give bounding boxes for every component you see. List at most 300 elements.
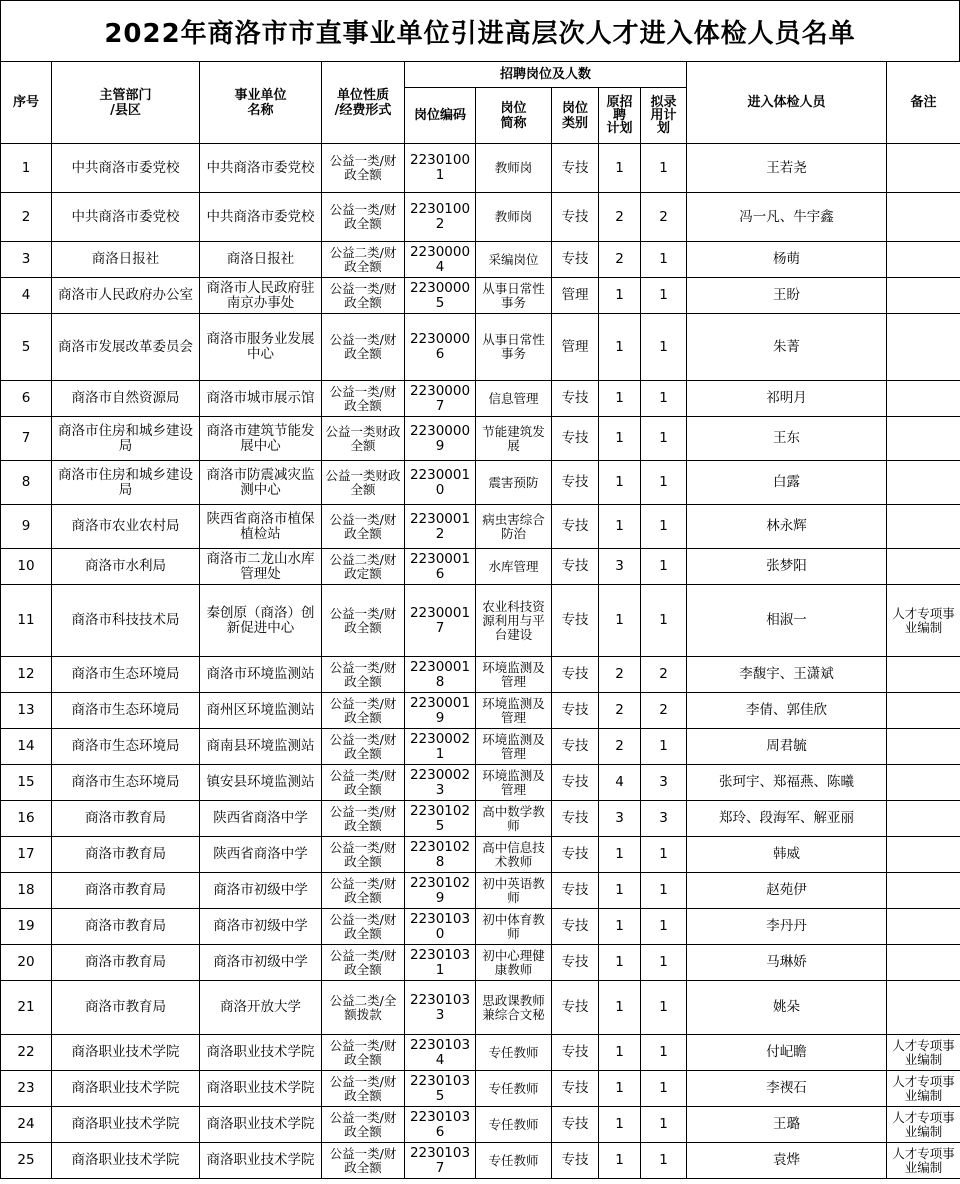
cell-persons: 姚朵 <box>687 981 887 1035</box>
cell-position: 环境监测及管理 <box>476 729 552 765</box>
cell-plan: 1 <box>641 1107 687 1143</box>
cell-code: 22300018 <box>405 657 476 693</box>
cell-note <box>887 381 960 417</box>
cell-plan: 1 <box>641 729 687 765</box>
header-unit: 事业单位 名称 <box>200 62 322 144</box>
cell-code: 22300021 <box>405 729 476 765</box>
cell-nature: 公益一类/财政全额 <box>322 193 405 242</box>
cell-nature: 公益一类/财政全额 <box>322 314 405 381</box>
cell-unit: 商洛市环境监测站 <box>200 657 322 693</box>
cell-plan: 1 <box>641 278 687 314</box>
cell-unit: 商洛职业技术学院 <box>200 1071 322 1107</box>
cell-pos-type: 专技 <box>552 801 599 837</box>
cell-seq: 4 <box>1 278 52 314</box>
cell-nature: 公益二类/财政定额 <box>322 549 405 585</box>
cell-dept: 商洛市科技技术局 <box>52 585 200 657</box>
cell-nature: 公益一类/财政全额 <box>322 144 405 193</box>
cell-note <box>887 837 960 873</box>
cell-position: 从事日常性事务 <box>476 314 552 381</box>
cell-orig-plan: 1 <box>599 505 641 549</box>
cell-pos-type: 专技 <box>552 193 599 242</box>
cell-persons: 林永辉 <box>687 505 887 549</box>
cell-orig-plan: 1 <box>599 381 641 417</box>
cell-dept: 商洛市人民政府办公室 <box>52 278 200 314</box>
cell-dept: 商洛市生态环境局 <box>52 693 200 729</box>
cell-plan: 1 <box>641 242 687 278</box>
cell-seq: 23 <box>1 1071 52 1107</box>
table-row <box>1 837 960 873</box>
cell-seq: 19 <box>1 909 52 945</box>
cell-nature: 公益一类/财政全额 <box>322 1143 405 1179</box>
cell-plan: 1 <box>641 417 687 461</box>
table-row <box>1 1035 960 1071</box>
cell-note <box>887 461 960 505</box>
cell-dept: 商洛职业技术学院 <box>52 1107 200 1143</box>
cell-unit: 陕西省商洛中学 <box>200 837 322 873</box>
cell-seq: 8 <box>1 461 52 505</box>
cell-position: 信息管理 <box>476 381 552 417</box>
cell-note <box>887 314 960 381</box>
cell-persons: 郑玲、段海军、解亚丽 <box>687 801 887 837</box>
cell-plan: 1 <box>641 981 687 1035</box>
cell-plan: 2 <box>641 193 687 242</box>
cell-dept: 商洛市教育局 <box>52 945 200 981</box>
cell-orig-plan: 1 <box>599 1035 641 1071</box>
cell-position: 环境监测及管理 <box>476 657 552 693</box>
header-plan: 拟录 用计 划 <box>641 88 687 144</box>
cell-seq: 15 <box>1 765 52 801</box>
table-row <box>1 873 960 909</box>
cell-seq: 16 <box>1 801 52 837</box>
cell-pos-type: 专技 <box>552 981 599 1035</box>
cell-persons: 王东 <box>687 417 887 461</box>
cell-dept: 商洛市农业农村局 <box>52 505 200 549</box>
cell-nature: 公益一类/财政全额 <box>322 381 405 417</box>
table-row <box>1 693 960 729</box>
cell-code: 22300004 <box>405 242 476 278</box>
cell-persons: 朱菁 <box>687 314 887 381</box>
cell-code: 22300016 <box>405 549 476 585</box>
cell-plan: 1 <box>641 945 687 981</box>
cell-seq: 21 <box>1 981 52 1035</box>
cell-orig-plan: 1 <box>599 144 641 193</box>
cell-persons: 王璐 <box>687 1107 887 1143</box>
cell-nature: 公益一类/财政全额 <box>322 801 405 837</box>
cell-seq: 24 <box>1 1107 52 1143</box>
table-row <box>1 278 960 314</box>
cell-nature: 公益一类/财政全额 <box>322 585 405 657</box>
header-row-1 <box>1 62 960 88</box>
cell-orig-plan: 4 <box>599 765 641 801</box>
cell-plan: 1 <box>641 873 687 909</box>
cell-persons: 李禊石 <box>687 1071 887 1107</box>
cell-pos-type: 专技 <box>552 729 599 765</box>
cell-position: 高中数学教师 <box>476 801 552 837</box>
cell-orig-plan: 3 <box>599 801 641 837</box>
cell-persons: 周君毓 <box>687 729 887 765</box>
table-row <box>1 549 960 585</box>
table-row <box>1 144 960 193</box>
cell-position: 思政课教师兼综合文秘 <box>476 981 552 1035</box>
table-row <box>1 1107 960 1143</box>
cell-position: 专任教师 <box>476 1071 552 1107</box>
table-body <box>1 144 960 1179</box>
cell-seq: 1 <box>1 144 52 193</box>
header-seq: 序号 <box>1 62 52 144</box>
cell-note <box>887 417 960 461</box>
cell-unit: 镇安县环境监测站 <box>200 765 322 801</box>
cell-persons: 杨萌 <box>687 242 887 278</box>
cell-note <box>887 505 960 549</box>
cell-dept: 中共商洛市委党校 <box>52 193 200 242</box>
cell-plan: 1 <box>641 549 687 585</box>
cell-orig-plan: 1 <box>599 1071 641 1107</box>
table-row <box>1 765 960 801</box>
cell-orig-plan: 1 <box>599 1143 641 1179</box>
table-row <box>1 417 960 461</box>
cell-plan: 1 <box>641 1035 687 1071</box>
cell-pos-type: 专技 <box>552 549 599 585</box>
cell-nature: 公益一类/财政全额 <box>322 945 405 981</box>
cell-position: 初中英语教师 <box>476 873 552 909</box>
cell-note <box>887 981 960 1035</box>
cell-pos-type: 专技 <box>552 1071 599 1107</box>
table-row <box>1 945 960 981</box>
cell-note <box>887 278 960 314</box>
cell-dept: 商洛市教育局 <box>52 873 200 909</box>
cell-code: 22301030 <box>405 909 476 945</box>
cell-orig-plan: 2 <box>599 693 641 729</box>
cell-dept: 商洛职业技术学院 <box>52 1143 200 1179</box>
cell-unit: 商洛市初级中学 <box>200 945 322 981</box>
cell-code: 22300023 <box>405 765 476 801</box>
page-title: 2022年商洛市市直事业单位引进高层次人才进入体检人员名单 <box>0 0 960 62</box>
cell-orig-plan: 2 <box>599 657 641 693</box>
cell-persons: 王盼 <box>687 278 887 314</box>
cell-position: 教师岗 <box>476 144 552 193</box>
cell-persons: 张梦阳 <box>687 549 887 585</box>
header-nature: 单位性质 /经费形式 <box>322 62 405 144</box>
cell-pos-type: 专技 <box>552 873 599 909</box>
cell-seq: 12 <box>1 657 52 693</box>
cell-plan: 1 <box>641 461 687 505</box>
header-pos-type: 岗位 类别 <box>552 88 599 144</box>
cell-code: 22301033 <box>405 981 476 1035</box>
cell-position: 节能建筑发展 <box>476 417 552 461</box>
cell-pos-type: 专技 <box>552 909 599 945</box>
cell-pos-type: 专技 <box>552 945 599 981</box>
table-row <box>1 381 960 417</box>
cell-unit: 秦创原（商洛）创新促进中心 <box>200 585 322 657</box>
header-code: 岗位编码 <box>405 88 476 144</box>
cell-unit: 商洛市初级中学 <box>200 909 322 945</box>
cell-orig-plan: 1 <box>599 1107 641 1143</box>
cell-note <box>887 945 960 981</box>
cell-pos-type: 专技 <box>552 1143 599 1179</box>
cell-pos-type: 专技 <box>552 585 599 657</box>
cell-note <box>887 193 960 242</box>
cell-note: 人才专项事业编制 <box>887 1107 960 1143</box>
cell-nature: 公益一类/财政全额 <box>322 278 405 314</box>
table-row <box>1 242 960 278</box>
cell-orig-plan: 2 <box>599 729 641 765</box>
cell-code: 22301002 <box>405 193 476 242</box>
cell-unit: 商洛市建筑节能发展中心 <box>200 417 322 461</box>
cell-code: 22300005 <box>405 278 476 314</box>
cell-pos-type: 专技 <box>552 505 599 549</box>
cell-unit: 商洛市二龙山水库管理处 <box>200 549 322 585</box>
table-row <box>1 1143 960 1179</box>
cell-seq: 17 <box>1 837 52 873</box>
table-row <box>1 657 960 693</box>
cell-persons: 赵苑伊 <box>687 873 887 909</box>
cell-position: 教师岗 <box>476 193 552 242</box>
cell-dept: 商洛市住房和城乡建设局 <box>52 417 200 461</box>
cell-nature: 公益一类/财政全额 <box>322 765 405 801</box>
cell-seq: 5 <box>1 314 52 381</box>
cell-note: 人才专项事业编制 <box>887 585 960 657</box>
cell-plan: 1 <box>641 381 687 417</box>
cell-code: 22301034 <box>405 1035 476 1071</box>
cell-plan: 1 <box>641 505 687 549</box>
cell-pos-type: 专技 <box>552 461 599 505</box>
cell-dept: 中共商洛市委党校 <box>52 144 200 193</box>
cell-code: 22301036 <box>405 1107 476 1143</box>
cell-unit: 中共商洛市委党校 <box>200 144 322 193</box>
cell-dept: 商洛日报社 <box>52 242 200 278</box>
cell-orig-plan: 2 <box>599 193 641 242</box>
cell-note <box>887 729 960 765</box>
cell-pos-type: 专技 <box>552 837 599 873</box>
cell-persons: 李馥宇、王潇斌 <box>687 657 887 693</box>
cell-position: 采编岗位 <box>476 242 552 278</box>
cell-unit: 商南县环境监测站 <box>200 729 322 765</box>
header-orig: 原招 聘 计划 <box>599 88 641 144</box>
cell-orig-plan: 1 <box>599 461 641 505</box>
cell-pos-type: 专技 <box>552 1107 599 1143</box>
cell-seq: 13 <box>1 693 52 729</box>
cell-unit: 商洛市初级中学 <box>200 873 322 909</box>
cell-plan: 1 <box>641 1071 687 1107</box>
cell-nature: 公益一类/财政全额 <box>322 873 405 909</box>
cell-pos-type: 专技 <box>552 144 599 193</box>
header-pos-name: 岗位 简称 <box>476 88 552 144</box>
cell-dept: 商洛职业技术学院 <box>52 1071 200 1107</box>
cell-nature: 公益一类/财政全额 <box>322 909 405 945</box>
cell-pos-type: 专技 <box>552 381 599 417</box>
cell-seq: 10 <box>1 549 52 585</box>
cell-position: 环境监测及管理 <box>476 693 552 729</box>
cell-dept: 商洛市教育局 <box>52 909 200 945</box>
cell-unit: 商洛市人民政府驻南京办事处 <box>200 278 322 314</box>
cell-position: 农业科技资源利用与平台建设 <box>476 585 552 657</box>
cell-plan: 2 <box>641 693 687 729</box>
cell-unit: 商洛日报社 <box>200 242 322 278</box>
cell-position: 专任教师 <box>476 1107 552 1143</box>
cell-code: 22300019 <box>405 693 476 729</box>
cell-plan: 1 <box>641 144 687 193</box>
cell-orig-plan: 1 <box>599 278 641 314</box>
cell-seq: 25 <box>1 1143 52 1179</box>
cell-dept: 商洛市自然资源局 <box>52 381 200 417</box>
cell-nature: 公益一类/财政全额 <box>322 1035 405 1071</box>
cell-pos-type: 专技 <box>552 242 599 278</box>
cell-unit: 商洛职业技术学院 <box>200 1143 322 1179</box>
cell-code: 22301035 <box>405 1071 476 1107</box>
cell-pos-type: 专技 <box>552 765 599 801</box>
cell-orig-plan: 1 <box>599 314 641 381</box>
cell-plan: 1 <box>641 1143 687 1179</box>
table-row <box>1 981 960 1035</box>
table-row <box>1 909 960 945</box>
cell-code: 22301028 <box>405 837 476 873</box>
cell-persons: 祁明月 <box>687 381 887 417</box>
cell-plan: 2 <box>641 657 687 693</box>
cell-persons: 李丹丹 <box>687 909 887 945</box>
cell-unit: 商洛开放大学 <box>200 981 322 1035</box>
cell-plan: 1 <box>641 585 687 657</box>
cell-position: 高中信息技术教师 <box>476 837 552 873</box>
cell-unit: 中共商洛市委党校 <box>200 193 322 242</box>
cell-orig-plan: 1 <box>599 585 641 657</box>
cell-pos-type: 专技 <box>552 693 599 729</box>
cell-nature: 公益一类/财政全额 <box>322 837 405 873</box>
cell-plan: 3 <box>641 765 687 801</box>
table-row <box>1 801 960 837</box>
table-row <box>1 193 960 242</box>
cell-seq: 18 <box>1 873 52 909</box>
cell-orig-plan: 1 <box>599 417 641 461</box>
cell-note <box>887 549 960 585</box>
table-row <box>1 505 960 549</box>
cell-code: 22301037 <box>405 1143 476 1179</box>
cell-pos-type: 专技 <box>552 417 599 461</box>
cell-position: 从事日常性事务 <box>476 278 552 314</box>
cell-persons: 袁烨 <box>687 1143 887 1179</box>
cell-position: 专任教师 <box>476 1035 552 1071</box>
cell-position: 震害预防 <box>476 461 552 505</box>
cell-plan: 1 <box>641 314 687 381</box>
cell-position: 初中体育教师 <box>476 909 552 945</box>
cell-nature: 公益二类/财政全额 <box>322 242 405 278</box>
personnel-table <box>0 61 960 1179</box>
cell-note <box>887 144 960 193</box>
cell-persons: 马琳娇 <box>687 945 887 981</box>
cell-persons: 冯一凡、牛宇鑫 <box>687 193 887 242</box>
cell-note: 人才专项事业编制 <box>887 1143 960 1179</box>
cell-orig-plan: 1 <box>599 837 641 873</box>
cell-note <box>887 242 960 278</box>
cell-orig-plan: 1 <box>599 909 641 945</box>
cell-plan: 1 <box>641 837 687 873</box>
cell-seq: 20 <box>1 945 52 981</box>
cell-dept: 商洛市生态环境局 <box>52 729 200 765</box>
table-row <box>1 585 960 657</box>
cell-code: 22301031 <box>405 945 476 981</box>
cell-seq: 6 <box>1 381 52 417</box>
cell-pos-type: 专技 <box>552 657 599 693</box>
cell-nature: 公益一类/财政全额 <box>322 657 405 693</box>
cell-orig-plan: 2 <box>599 242 641 278</box>
cell-pos-type: 管理 <box>552 278 599 314</box>
cell-code: 22300012 <box>405 505 476 549</box>
cell-nature: 公益一类/财政全额 <box>322 1107 405 1143</box>
cell-orig-plan: 1 <box>599 981 641 1035</box>
cell-code: 22300017 <box>405 585 476 657</box>
header-group: 招聘岗位及人数 <box>405 62 687 88</box>
cell-seq: 11 <box>1 585 52 657</box>
cell-position: 病虫害综合防治 <box>476 505 552 549</box>
cell-seq: 22 <box>1 1035 52 1071</box>
cell-nature: 公益一类财政全额 <box>322 417 405 461</box>
cell-persons: 相淑一 <box>687 585 887 657</box>
cell-dept: 商洛市水利局 <box>52 549 200 585</box>
cell-dept: 商洛市教育局 <box>52 981 200 1035</box>
cell-unit: 商洛市城市展示馆 <box>200 381 322 417</box>
cell-dept: 商洛市教育局 <box>52 801 200 837</box>
cell-dept: 商洛市生态环境局 <box>52 765 200 801</box>
cell-dept: 商洛市教育局 <box>52 837 200 873</box>
cell-pos-type: 管理 <box>552 314 599 381</box>
cell-note <box>887 873 960 909</box>
cell-code: 22301001 <box>405 144 476 193</box>
cell-note <box>887 909 960 945</box>
cell-unit: 商州区环境监测站 <box>200 693 322 729</box>
cell-unit: 商洛职业技术学院 <box>200 1107 322 1143</box>
table-row <box>1 314 960 381</box>
cell-position: 水库管理 <box>476 549 552 585</box>
cell-nature: 公益一类/财政全额 <box>322 1071 405 1107</box>
cell-seq: 2 <box>1 193 52 242</box>
cell-nature: 公益一类/财政全额 <box>322 693 405 729</box>
cell-unit: 商洛市服务业发展中心 <box>200 314 322 381</box>
cell-orig-plan: 1 <box>599 945 641 981</box>
cell-plan: 3 <box>641 801 687 837</box>
cell-persons: 张珂宇、郑福燕、陈曦 <box>687 765 887 801</box>
cell-plan: 1 <box>641 909 687 945</box>
cell-note <box>887 765 960 801</box>
cell-note: 人才专项事业编制 <box>887 1035 960 1071</box>
cell-code: 22300010 <box>405 461 476 505</box>
cell-unit: 陕西省商洛市植保植检站 <box>200 505 322 549</box>
cell-nature: 公益一类/财政全额 <box>322 505 405 549</box>
cell-unit: 陕西省商洛中学 <box>200 801 322 837</box>
header-persons: 进入体检人员 <box>687 62 887 144</box>
header-dept: 主管部门 /县区 <box>52 62 200 144</box>
cell-pos-type: 专技 <box>552 1035 599 1071</box>
cell-persons: 白露 <box>687 461 887 505</box>
cell-nature: 公益一类/财政全额 <box>322 729 405 765</box>
cell-position: 专任教师 <box>476 1143 552 1179</box>
cell-note <box>887 693 960 729</box>
cell-persons: 韩威 <box>687 837 887 873</box>
cell-unit: 商洛职业技术学院 <box>200 1035 322 1071</box>
cell-seq: 7 <box>1 417 52 461</box>
cell-code: 22301029 <box>405 873 476 909</box>
cell-orig-plan: 1 <box>599 873 641 909</box>
cell-position: 初中心理健康教师 <box>476 945 552 981</box>
table-row <box>1 1071 960 1107</box>
cell-orig-plan: 3 <box>599 549 641 585</box>
cell-position: 环境监测及管理 <box>476 765 552 801</box>
header-note: 备注 <box>887 62 960 144</box>
table-row <box>1 461 960 505</box>
cell-note <box>887 801 960 837</box>
cell-seq: 3 <box>1 242 52 278</box>
cell-dept: 商洛市发展改革委员会 <box>52 314 200 381</box>
cell-code: 22300007 <box>405 381 476 417</box>
cell-unit: 商洛市防震减灾监测中心 <box>200 461 322 505</box>
